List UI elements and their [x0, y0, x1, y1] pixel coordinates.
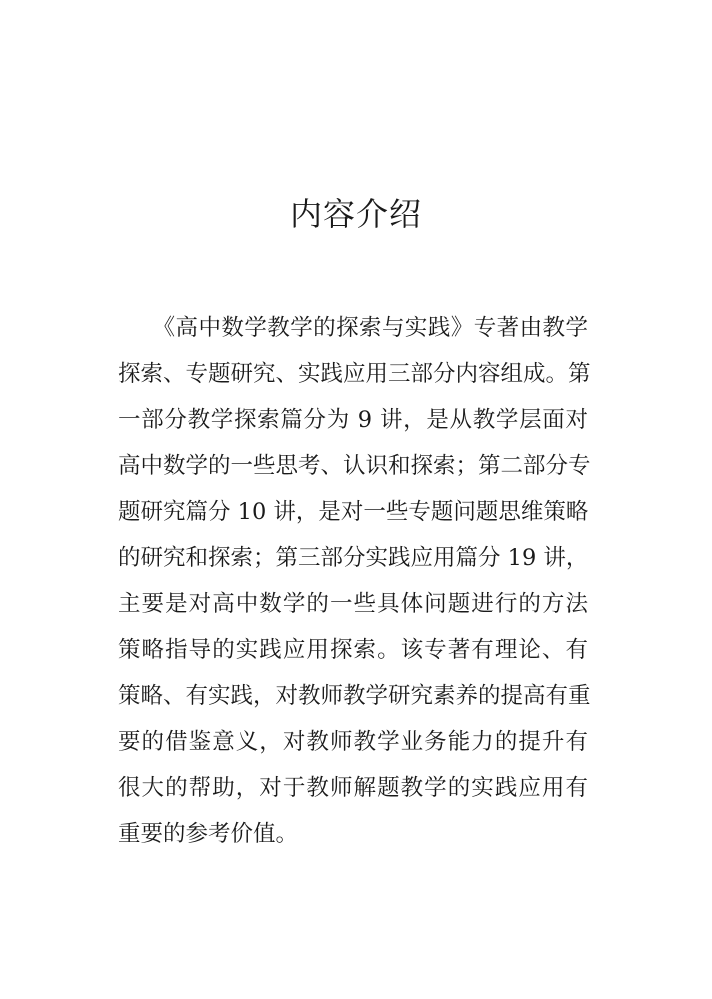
text-line: 要的借鉴意义，对教师教学业务能力的提升有	[118, 729, 588, 755]
text-line: 探索、专题研究、实践应用三部分内容组成。第	[118, 361, 591, 387]
page-title: 内容介绍	[289, 195, 422, 233]
text-line: 的研究和探索；第三部分实践应用篇分 19 讲，	[118, 545, 589, 571]
text-line: 题研究篇分 10 讲，是对一些专题问题思维策略	[118, 499, 589, 525]
text-line: 《高中数学教学的探索与实践》专著由教学	[118, 315, 588, 341]
text-line: 策略指导的实践应用探索。该专著有理论、有	[118, 637, 588, 663]
text-line: 策略、有实践，对教师教学研究素养的提高有重	[118, 683, 591, 709]
text-line: 主要是对高中数学的一些具体问题进行的方法	[118, 591, 588, 617]
text-line: 一部分教学探索篇分为 9 讲，是从教学层面对	[118, 407, 588, 433]
text-line: 重要的参考价值。	[118, 821, 299, 847]
text-line: 很大的帮助，对于教师解题教学的实践应用有	[118, 775, 588, 801]
introduction-paragraph	[118, 305, 591, 857]
text-line: 高中数学的一些思考、认识和探索；第二部分专	[118, 453, 591, 479]
